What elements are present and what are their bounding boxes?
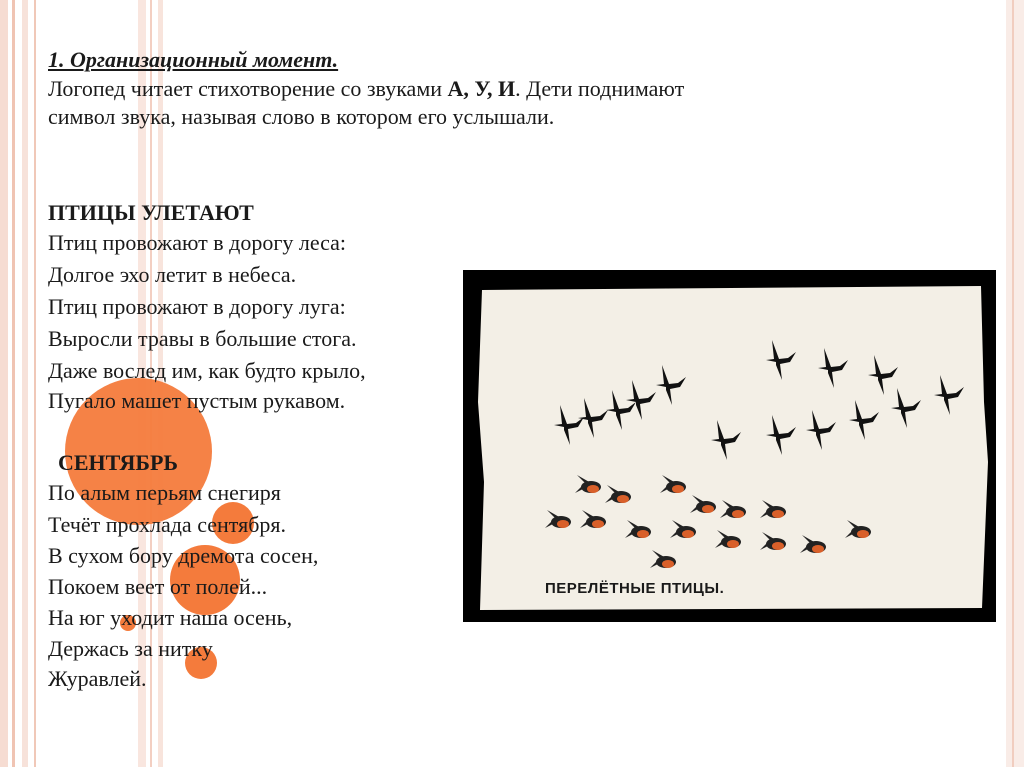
intro-text [48, 75, 948, 131]
decor-stripe [0, 0, 8, 767]
poem-line: Покоем веет от полей... [48, 574, 268, 599]
decor-stripe [22, 0, 28, 767]
poem-line: Выросли травы в большие стога. [48, 326, 357, 351]
poem-line: Даже вослед им, как будто крыло, [48, 358, 366, 383]
decor-stripe [1006, 0, 1024, 767]
poem-line: Птиц провожают в дорогу леса: [48, 230, 347, 255]
poem-line: По алым перьям снегиря [48, 480, 281, 505]
poem-line: На юг уходит наша осень, [48, 605, 293, 630]
poem-line: Птиц провожают в дорогу луга: [48, 294, 346, 319]
decor-stripe [34, 0, 36, 767]
poem-line: Журавлей. [48, 666, 147, 691]
decor-stripe [12, 0, 15, 767]
poem-line: Держась за нитку [48, 636, 213, 661]
poem-line: Пугало машет пустым рукавом. [48, 388, 346, 413]
poem-line: Долгое эхо летит в небеса. [48, 262, 297, 287]
decor-stripe [1012, 0, 1014, 767]
migrating-birds-picture [476, 282, 988, 612]
intro-line-2: символ звука, называя слово в котором его услышали. [48, 104, 555, 129]
sounds-bold: А, У, И [447, 76, 516, 101]
slide-heading: 1. Организационный момент. [48, 47, 339, 72]
picture-caption: ПЕРЕЛЁТНЫЕ ПТИЦЫ. [545, 580, 725, 597]
poem-title-september: СЕНТЯБРЬ [58, 450, 178, 475]
poem-line: Течёт прохлада сентября. [48, 512, 287, 537]
poem-title-birds: ПТИЦЫ УЛЕТАЮТ [48, 200, 254, 225]
poem-line: В сухом бору дремота сосен, [48, 543, 319, 568]
intro-line-1: Логопед читает стихотворение со звуками А, У, И. Дети поднимают [48, 76, 685, 101]
